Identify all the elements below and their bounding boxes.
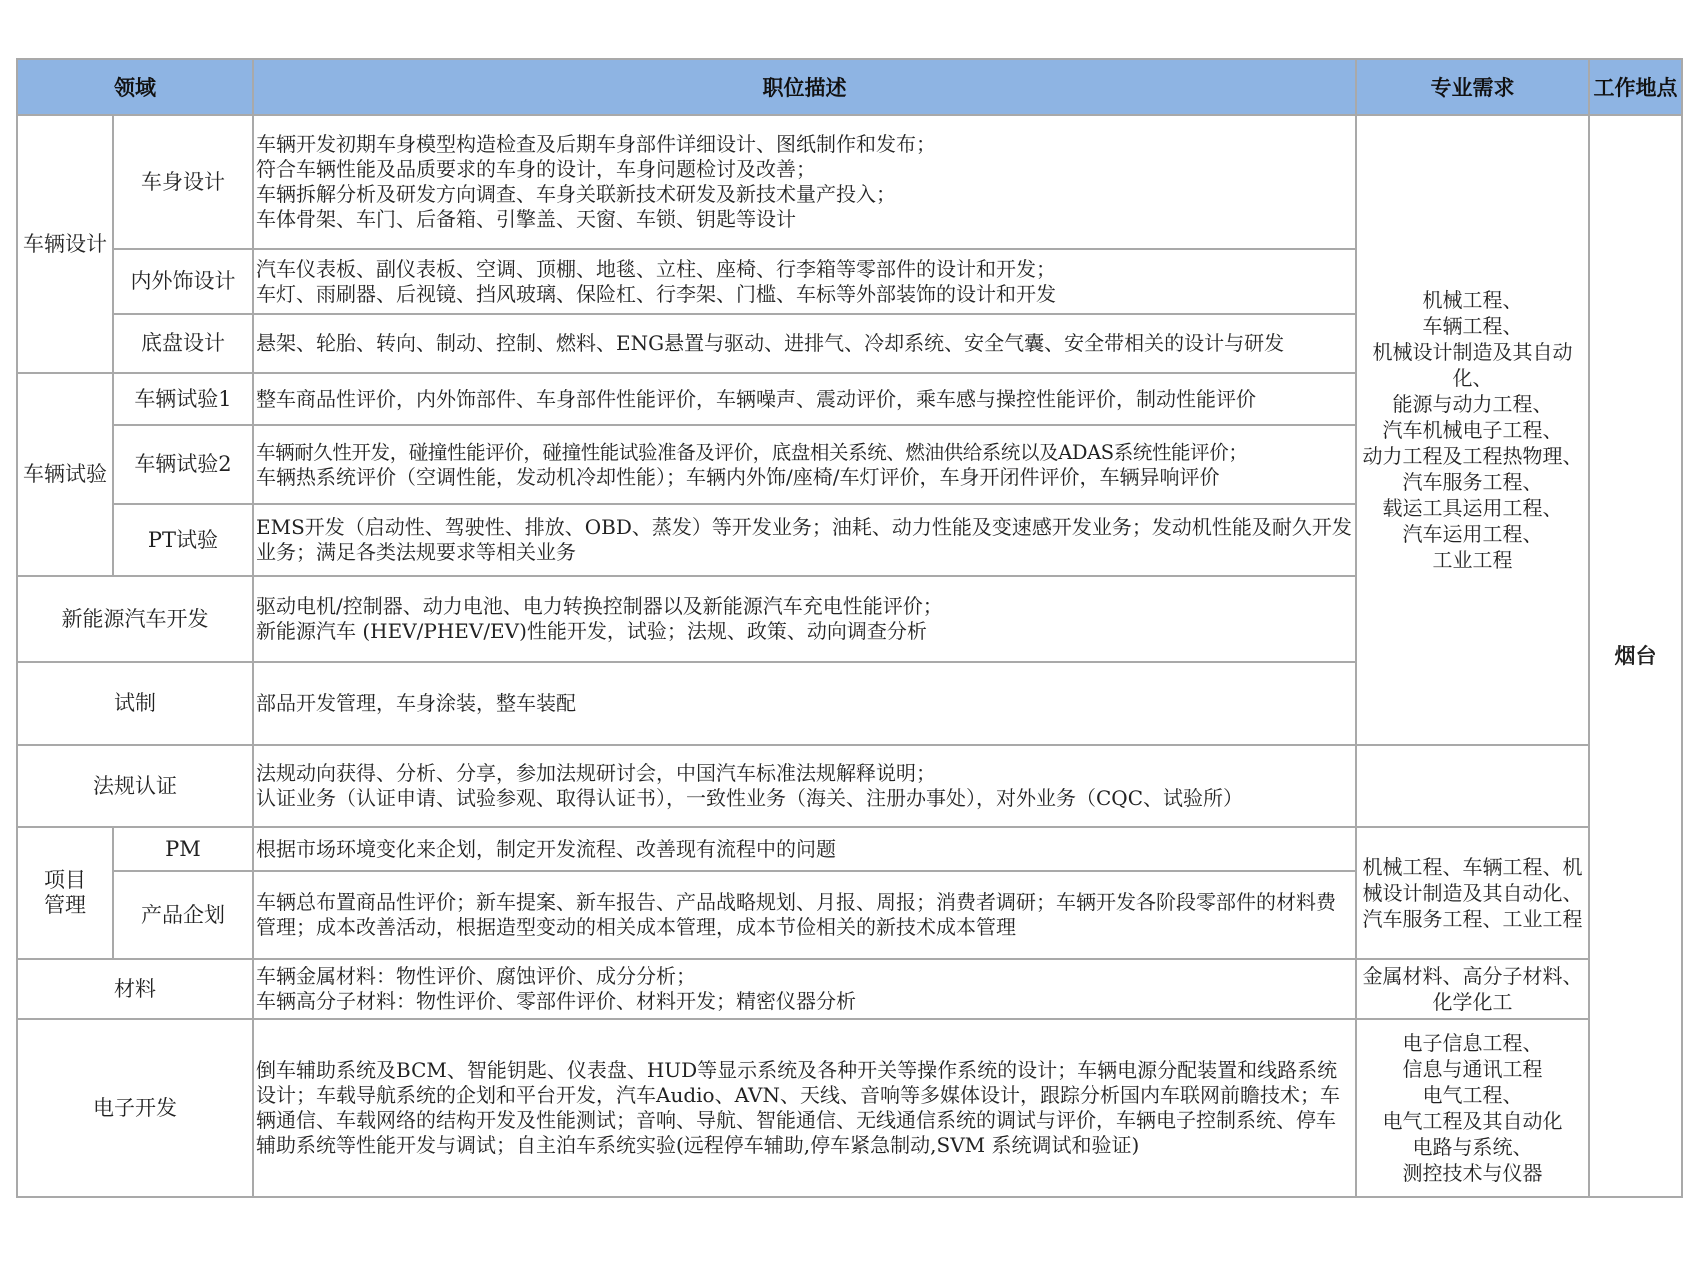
domain-regulation: 法规认证: [17, 745, 253, 827]
major-electronics: 电子信息工程、 信息与通讯工程 电气工程、 电气工程及其自动化 电路与系统、 测控技术与仪器: [1356, 1019, 1589, 1197]
sub-chassis-design: 底盘设计: [113, 314, 253, 373]
desc-trim-design: [253, 249, 1356, 314]
domain-materials: 材料: [17, 959, 253, 1019]
desc-nev: [253, 576, 1356, 662]
sub-pm: PM: [113, 827, 253, 871]
header-location: 工作地点: [1589, 59, 1682, 115]
table-row-pm: [17, 827, 1682, 871]
domain-electronics: 电子开发: [17, 1019, 253, 1197]
desc-line: 符合车辆性能及品质要求的车身的设计，车身问题检讨及改善；: [256, 157, 816, 181]
header-domain: 领域: [17, 59, 253, 115]
sub-product-plan: 产品企划: [113, 871, 253, 959]
table-row-regulation: [17, 745, 1682, 827]
desc-line: 车灯、雨刷器、后视镜、挡风玻璃、保险杠、行李架、门槛、车标等外部装饰的设计和开发: [256, 281, 1056, 306]
desc-electronics: 倒车辅助系统及BCM、智能钥匙、仪表盘、HUD等显示系统及各种开关等操作系统的设计；车辆电源分配装置和线路系统设计；车载导航系统的企划和平台开发，汽车Audio、AVN、天线、音响等多媒体设计，跟踪分析国内车联网前瞻技术；车辆通信、车载网络的结构开发及性能测试；音响、导航、智能通信、无线通信系统的调试与评价，车辆电子控制系统、停车辅助系统等性能开发与调试；自主泊车系统实验(远程停车辅助,停车紧急制动,SVM 系统调试和验证): [253, 1019, 1356, 1197]
desc-line: 驱动电机/控制器、动力电池、电力转换控制器以及新能源汽车充电性能评价；: [256, 594, 943, 618]
recruitment-table: [16, 58, 1683, 1198]
desc-test2: [253, 425, 1356, 504]
table-row-materials: [17, 959, 1682, 1019]
desc-line: 新能源汽车 (HEV/PHEV/EV)性能开发，试验；法规、政策、动向调查分析: [256, 619, 927, 643]
table-row-electronics: [17, 1019, 1682, 1197]
desc-regulation: [253, 745, 1356, 827]
domain-prototype: 试制: [17, 662, 253, 745]
desc-line: 车辆热系统评价（空调性能，发动机冷却性能）；车辆内外饰/座椅/车灯评价，车身开闭件评价，车辆异响评价: [256, 464, 1220, 489]
recruitment-table-container: [16, 58, 1681, 1198]
header-row: [17, 59, 1682, 115]
desc-line: 车辆金属材料：物性评价、腐蚀评价、成分分析；: [256, 964, 696, 988]
desc-line: 整车商品性评价，内外饰部件、车身部件性能评价，车辆噪声、震动评价，乘车感与操控性能评价，制动性能评价: [256, 386, 1256, 411]
sub-test1: 车辆试验1: [113, 373, 253, 425]
desc-chassis-design: 悬架、轮胎、转向、制动、控制、燃料、ENG悬置与驱动、进排气、冷却系统、安全气囊、安全带相关的设计与研发: [253, 314, 1356, 373]
desc-test1: [253, 373, 1356, 425]
major-pm: 机械工程、车辆工程、机械设计制造及其自动化、汽车服务工程、工业工程: [1356, 827, 1589, 959]
desc-line: 法规动向获得、分析、分享，参加法规研讨会，中国汽车标准法规解释说明；: [256, 761, 936, 785]
desc-prototype: 部品开发管理，车身涂装，整车装配: [253, 662, 1356, 745]
sub-trim-design: 内外饰设计: [113, 249, 253, 314]
desc-line: 车辆耐久性开发，碰撞性能评价，碰撞性能试验准备及评价，底盘相关系统、燃油供给系统以及ADAS系统性能评价；: [256, 440, 1248, 464]
header-description: 职位描述: [253, 59, 1356, 115]
sub-test2: 车辆试验2: [113, 425, 253, 504]
desc-line: 车辆拆解分析及研发方向调查、车身关联新技术研发及新技术量产投入；: [256, 182, 896, 206]
desc-line: 车体骨架、车门、后备箱、引擎盖、天窗、车锁、钥匙等设计: [256, 207, 796, 231]
group-vehicle-design: 车辆设计: [17, 115, 113, 373]
sub-body-design: 车身设计: [113, 115, 253, 249]
location-cell: 烟台: [1589, 115, 1682, 1197]
major-materials: 金属材料、高分子材料、化学化工: [1356, 959, 1589, 1019]
major-main: 机械工程、 车辆工程、 机械设计制造及其自动化、 能源与动力工程、 汽车机械电子工程、 动力工程及工程热物理、 汽车服务工程、 载运工具运用工程、 汽车运用工程、 工业工程: [1356, 115, 1589, 745]
desc-product-plan: 车辆总布置商品性评价；新车提案、新车报告、产品战略规划、月报、周报；消费者调研；车辆开发各阶段零部件的材料费管理；成本改善活动，根据造型变动的相关成本管理，成本节俭相关的新技术成本管理: [253, 871, 1356, 959]
desc-line: 汽车仪表板、副仪表板、空调、顶棚、地毯、立柱、座椅、行李箱等零部件的设计和开发；: [256, 256, 1056, 281]
desc-pt-test: EMS开发（启动性、驾驶性、排放、OBD、蒸发）等开发业务；油耗、动力性能及变速感开发业务；发动机性能及耐久开发业务；满足各类法规要求等相关业务: [253, 504, 1356, 576]
group-vehicle-test: 车辆试验: [17, 373, 113, 576]
domain-nev: 新能源汽车开发: [17, 576, 253, 662]
group-project-mgmt: 项目 管理: [17, 827, 113, 959]
desc-line: 认证业务（认证申请、试验参观、取得认证书），一致性业务（海关、注册办事处），对外业务（CQC、试验所）: [256, 786, 1244, 810]
desc-pm: 根据市场环境变化来企划，制定开发流程、改善现有流程中的问题: [253, 827, 1356, 871]
sub-pt-test: PT试验: [113, 504, 253, 576]
desc-line: 车辆高分子材料：物性评价、零部件评价、材料开发；精密仪器分析: [256, 989, 856, 1013]
desc-materials: [253, 959, 1356, 1019]
header-major: 专业需求: [1356, 59, 1589, 115]
desc-body-design: [253, 115, 1356, 249]
desc-line: 车辆开发初期车身模型构造检查及后期车身部件详细设计、图纸制作和发布；: [256, 132, 936, 156]
table-row-body-design: [17, 115, 1682, 249]
